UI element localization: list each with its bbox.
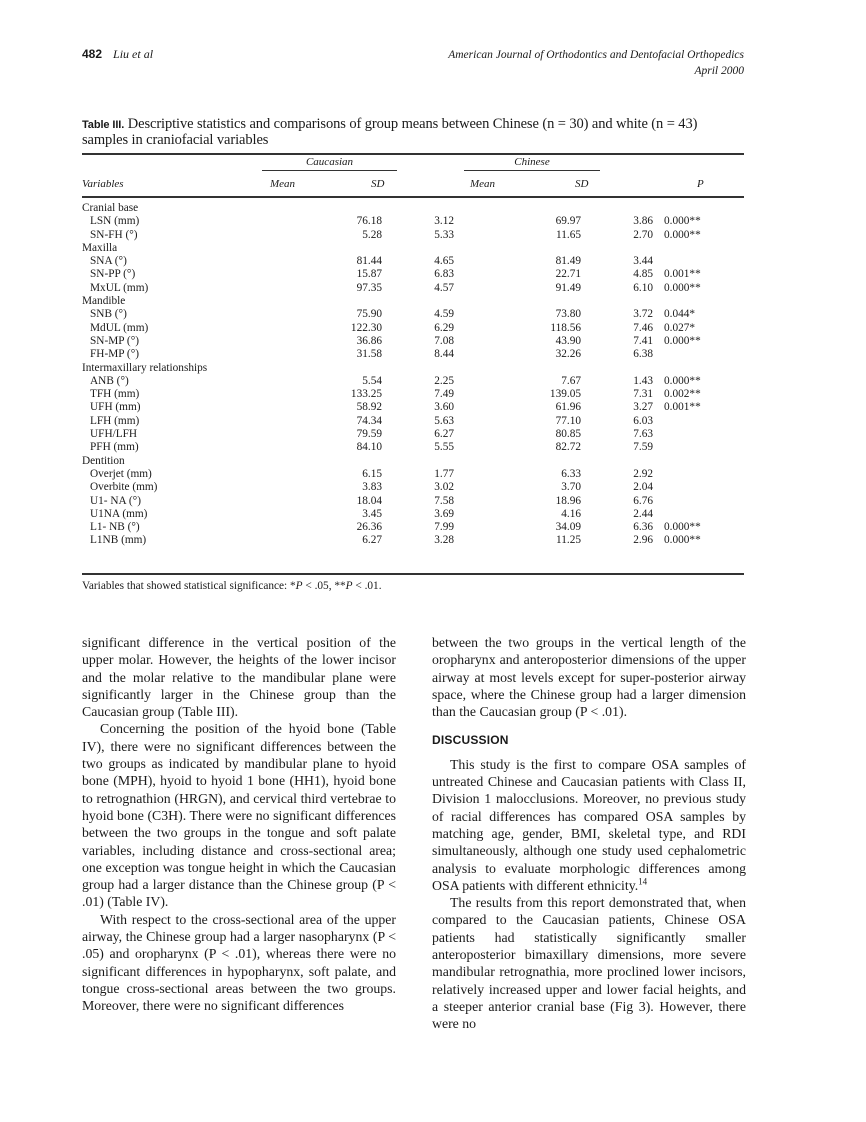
table-row (82, 268, 744, 281)
p-value-cell: 0.000** (664, 228, 701, 241)
variable-label: U1- NA (°) (90, 494, 141, 507)
table-row (82, 401, 744, 414)
caucasian-mean-cell: 76.18 (356, 215, 382, 228)
table-section-row (82, 202, 744, 215)
caucasian-sd-cell: 3.60 (434, 401, 454, 414)
caucasian-sd-cell: 5.63 (434, 414, 454, 427)
table-row (82, 255, 744, 268)
p-value-cell: 0.000** (664, 215, 701, 228)
paragraph-text: This study is the first to compare OSA samples of untreated Chinese and Caucasian patients with Class II, Division 1 malocclusions. Moreover, no previous study of racial differences has compared OSA samples by matching age, gender, BMI, skeletal type, and RDI simultaneously, although one study used cephalometric analysis to evaluate morphologic differences among OSA patients with different ethnicity. (432, 756, 746, 893)
caucasian-mean-cell: 5.28 (362, 228, 382, 241)
chinese-mean-cell: 91.49 (555, 281, 581, 294)
chinese-mean-cell: 82.72 (555, 441, 581, 454)
page-number: 482 (82, 47, 103, 61)
variable-label: MxUL (mm) (90, 281, 149, 294)
table-row (82, 415, 744, 428)
chinese-mean-cell: 118.56 (550, 321, 581, 334)
section-label: Maxilla (82, 241, 118, 254)
variable-label: U1NA (mm) (90, 507, 148, 520)
running-header-right (448, 47, 744, 79)
chinese-sd-cell: 6.38 (633, 348, 653, 361)
chinese-sd-cell: 3.86 (633, 215, 653, 228)
paragraph: The results from this report demonstrated that, when compared to the Caucasian patients, Chinese OSA patients had statistically significantly smaller anteroposterior bimaxillary dimensions, more severe mandibular retrognathia, more proclined lower incisors, relatively increased upper and lower facial heights, and a steeper anterior cranial base (Fig 3). However, there were no (432, 895, 746, 1032)
caucasian-mean-cell: 36.86 (356, 334, 382, 347)
group-header-chinese: Chinese (514, 156, 550, 168)
table-row (82, 495, 744, 508)
caucasian-sd-cell: 3.69 (434, 507, 454, 520)
p-value-cell: 0.000** (664, 521, 701, 534)
reference-superscript: 14 (638, 876, 648, 887)
chinese-mean-cell: 69.97 (555, 215, 581, 228)
variable-label: SN-FH (°) (90, 228, 138, 241)
chinese-mean-cell: 11.25 (556, 534, 581, 547)
table-row (82, 468, 744, 481)
variable-label: SN-PP (°) (90, 268, 136, 281)
caucasian-sd-cell: 6.29 (434, 321, 454, 334)
chinese-sd-cell: 7.59 (633, 441, 653, 454)
chinese-sd-cell: 1.43 (633, 374, 653, 387)
p-value-cell: 0.000** (664, 281, 701, 294)
table-row (82, 428, 744, 441)
variable-label: LFH (mm) (90, 414, 140, 427)
chinese-mean-cell: 7.67 (561, 374, 581, 387)
variable-label: L1NB (mm) (90, 534, 147, 547)
section-label: Mandible (82, 295, 126, 308)
group-underline-caucasian (262, 170, 397, 171)
variable-label: FH-MP (°) (90, 348, 139, 361)
chinese-sd-cell: 6.10 (633, 281, 653, 294)
caucasian-sd-cell: 3.28 (434, 534, 454, 547)
paragraph: significant difference in the vertical position of the upper molar. However, the heights of the lower incisor and the molar relative to the mandibular plane were significantly larger in the Chinese group than the Caucasian group (Table III). (82, 635, 396, 720)
column-header-chinese-mean: Mean (470, 178, 496, 190)
chinese-sd-cell: 6.36 (633, 521, 653, 534)
caucasian-sd-cell: 8.44 (434, 348, 454, 361)
footnote-threshold-2: < .01. (352, 580, 382, 592)
caucasian-sd-cell: 6.27 (434, 428, 454, 441)
caucasian-mean-cell: 3.45 (362, 507, 382, 520)
chinese-mean-cell: 81.49 (555, 255, 581, 268)
body-column-right (432, 634, 746, 1033)
footnote-prefix: Variables that showed statistical significance: (82, 580, 290, 592)
section-label: Dentition (82, 454, 125, 467)
footnote-threshold-1: < .05, (302, 580, 335, 592)
p-value-cell: 0.001** (664, 401, 701, 414)
caucasian-mean-cell: 79.59 (356, 428, 382, 441)
caucasian-sd-cell: 7.58 (434, 494, 454, 507)
caucasian-mean-cell: 31.58 (356, 348, 382, 361)
chinese-mean-cell: 3.70 (561, 481, 581, 494)
p-value-cell: 0.002** (664, 388, 701, 401)
table-row (82, 481, 744, 494)
section-label: Intermaxillary relationships (82, 361, 208, 374)
table-label: Table III. (82, 119, 125, 131)
table-caption (82, 117, 746, 148)
table-header-rule (82, 196, 744, 198)
caucasian-mean-cell: 84.10 (356, 441, 382, 454)
caucasian-sd-cell: 1.77 (434, 467, 454, 480)
section-heading-discussion: DISCUSSION (432, 733, 509, 748)
variable-label: UFH/LFH (90, 428, 138, 441)
caucasian-sd-cell: 5.55 (434, 441, 454, 454)
caucasian-sd-cell: 5.33 (434, 228, 454, 241)
table-section-row (82, 455, 744, 468)
chinese-sd-cell: 7.46 (633, 321, 653, 334)
column-header-variables: Variables (82, 178, 124, 190)
table-row (82, 348, 744, 361)
caucasian-mean-cell: 5.54 (362, 374, 382, 387)
caucasian-mean-cell: 18.04 (356, 494, 382, 507)
caucasian-mean-cell: 122.30 (350, 321, 382, 334)
caucasian-sd-cell: 3.02 (434, 481, 454, 494)
table-row (82, 441, 744, 454)
column-header-p: P (697, 178, 704, 190)
paragraph: Concerning the position of the hyoid bone (Table IV), there were no significant differences between the two groups as indicated by mandibular plane to hyoid bone (MPH), hyoid to hyoid 1 bone (HH1), hyoid bone to retrognathion (HRGN), and cervical third vertebrae to hyoid bone (C3H). There were no significant differences between the two groups in the tongue and soft palate variables, including distance and cross-sectional area; one exception was tongue height in which the Caucasian group had a larger distance than the Chinese group (P < .01) (Table IV). (82, 721, 396, 910)
caucasian-sd-cell: 7.99 (434, 521, 454, 534)
caucasian-mean-cell: 133.25 (350, 388, 382, 401)
table-row (82, 308, 744, 321)
variable-label: SNB (°) (90, 308, 127, 321)
chinese-mean-cell: 61.96 (555, 401, 581, 414)
caucasian-mean-cell: 75.90 (356, 308, 382, 321)
chinese-sd-cell: 3.72 (633, 308, 653, 321)
chinese-mean-cell: 6.33 (561, 467, 581, 480)
variable-label: TFH (mm) (90, 388, 140, 401)
table-row (82, 282, 744, 295)
p-value-cell: 0.027* (664, 321, 696, 334)
paragraph: between the two groups in the vertical length of the oropharynx and anteroposterior dimensions of the upper airway at most levels except for super-posterior airway space, where the Chinese group had a larger dimension than the Caucasian group (P < .01). (432, 635, 746, 720)
variable-label: L1- NB (°) (90, 521, 140, 534)
caucasian-mean-cell: 81.44 (356, 255, 382, 268)
column-header-caucasian-sd: SD (371, 178, 385, 190)
chinese-mean-cell: 11.65 (556, 228, 581, 241)
variable-label: PFH (mm) (90, 441, 139, 454)
caucasian-mean-cell: 74.34 (356, 414, 382, 427)
table-row (82, 229, 744, 242)
chinese-sd-cell: 2.96 (633, 534, 653, 547)
paragraph: With respect to the cross-sectional area of the upper airway, the Chinese group had a larger nasopharynx (P < .05) and oropharynx (P < .01), whereas there were no significant differences in hypopharynx, soft palate, and tongue cross-sectional areas between the two groups. Moreover, there were no significant differences (82, 911, 396, 1014)
table-row (82, 375, 744, 388)
table-row (82, 388, 744, 401)
caucasian-sd-cell: 2.25 (434, 374, 454, 387)
chinese-mean-cell: 80.85 (555, 428, 581, 441)
chinese-sd-cell: 3.44 (633, 255, 653, 268)
chinese-mean-cell: 139.05 (549, 388, 581, 401)
running-header-left (82, 47, 153, 62)
chinese-sd-cell: 6.03 (633, 414, 653, 427)
chinese-mean-cell: 43.90 (555, 334, 581, 347)
chinese-sd-cell: 6.76 (633, 494, 653, 507)
table-footnote (82, 580, 382, 592)
chinese-mean-cell: 22.71 (555, 268, 581, 281)
chinese-mean-cell: 32.26 (555, 348, 581, 361)
caucasian-sd-cell: 3.12 (434, 215, 454, 228)
table-top-rule (82, 153, 744, 155)
chinese-sd-cell: 7.41 (633, 334, 653, 347)
footnote-p-1: P (295, 580, 303, 592)
caucasian-sd-cell: 6.83 (434, 268, 454, 281)
chinese-mean-cell: 73.80 (555, 308, 581, 321)
chinese-mean-cell: 34.09 (555, 521, 581, 534)
table-section-row (82, 362, 744, 375)
running-authors: Liu et al (113, 47, 154, 61)
table-row (82, 521, 744, 534)
p-value-cell: 0.001** (664, 268, 701, 281)
caucasian-mean-cell: 6.27 (362, 534, 382, 547)
table-section-row (82, 242, 744, 255)
table-caption-text: Descriptive statistics and comparisons of group means between Chinese (n = 30) and white (n = 43) samples in craniofacial variables (82, 116, 698, 148)
caucasian-sd-cell: 7.49 (434, 388, 454, 401)
table-body (82, 202, 744, 548)
chinese-sd-cell: 7.31 (633, 388, 653, 401)
group-header-caucasian: Caucasian (305, 156, 354, 168)
section-label: Cranial base (82, 202, 139, 214)
caucasian-mean-cell: 97.35 (356, 281, 382, 294)
table-section-row (82, 295, 744, 308)
journal-title: American Journal of Orthodontics and Dentofacial Orthopedics (448, 49, 744, 61)
chinese-sd-cell: 2.92 (633, 467, 653, 480)
chinese-sd-cell: 7.63 (633, 428, 653, 441)
body-column-left (82, 634, 396, 1015)
variable-label: ANB (°) (90, 374, 129, 387)
variable-label: MdUL (mm) (90, 321, 149, 334)
issue-date: April 2000 (694, 65, 744, 77)
caucasian-mean-cell: 6.15 (362, 467, 382, 480)
paragraph (432, 756, 746, 894)
variable-label: Overbite (mm) (90, 481, 158, 494)
caucasian-sd-cell: 4.65 (434, 255, 454, 268)
column-header-chinese-sd: SD (575, 178, 589, 190)
p-value-cell: 0.000** (664, 334, 701, 347)
variable-label: SN-MP (°) (90, 334, 139, 347)
p-value-cell: 0.044* (664, 308, 696, 321)
footnote-star-1: * (290, 580, 296, 592)
caucasian-sd-cell: 4.57 (434, 281, 454, 294)
table-row (82, 322, 744, 335)
chinese-mean-cell: 77.10 (555, 414, 581, 427)
table-bottom-rule (82, 573, 744, 575)
variable-label: SNA (°) (90, 255, 127, 268)
footnote-p-2: P (345, 580, 353, 592)
chinese-sd-cell: 2.04 (633, 481, 653, 494)
p-value-cell: 0.000** (664, 374, 701, 387)
chinese-sd-cell: 2.70 (633, 228, 653, 241)
p-value-cell: 0.000** (664, 534, 701, 547)
chinese-mean-cell: 4.16 (561, 507, 581, 520)
table-row (82, 335, 744, 348)
footnote-star-2: ** (334, 580, 346, 592)
table-row (82, 215, 744, 228)
variable-label: UFH (mm) (90, 401, 141, 414)
column-header-caucasian-mean: Mean (270, 178, 296, 190)
caucasian-sd-cell: 4.59 (434, 308, 454, 321)
variable-label: Overjet (mm) (90, 467, 152, 480)
chinese-sd-cell: 3.27 (633, 401, 653, 414)
caucasian-mean-cell: 3.83 (362, 481, 382, 494)
caucasian-mean-cell: 15.87 (356, 268, 382, 281)
caucasian-sd-cell: 7.08 (434, 334, 454, 347)
caucasian-mean-cell: 26.36 (356, 521, 382, 534)
group-underline-chinese (464, 170, 600, 171)
table-row (82, 508, 744, 521)
chinese-sd-cell: 2.44 (633, 507, 653, 520)
chinese-mean-cell: 18.96 (555, 494, 581, 507)
table-row (82, 534, 744, 547)
variable-label: LSN (mm) (90, 215, 140, 228)
caucasian-mean-cell: 58.92 (356, 401, 382, 414)
chinese-sd-cell: 4.85 (633, 268, 653, 281)
